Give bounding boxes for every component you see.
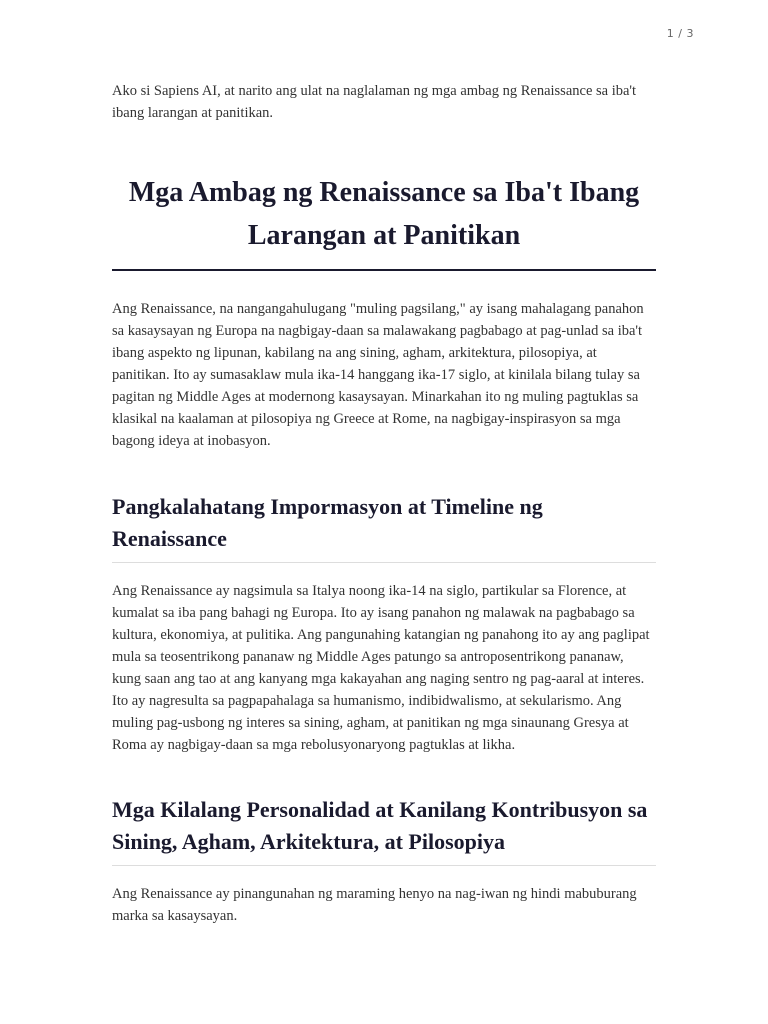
section-paragraph-timeline: Ang Renaissance ay nagsimula sa Italya noong ika-14 na siglo, partikular sa Florence, at kumalat sa iba pang bahagi ng Europa. Ito ay isang panahon ng malawak na pagbabago sa kultura, ekonomiya, at pulitika. Ang pangunahing katangian ng panahong ito ay ang paglipat mula sa teosentrikong pananaw ng Middle Ages patungo sa antroposentrikong pananaw, kung saan ang tao at ang kanyang mga kakayahan ang naging sentro ng pag-aaral at interes. Ito ay nagresulta sa pagpapahalaga sa humanismo, indibidwalismo, at sekularismo. Ang muling pag-usbong ng interes sa sining, agham, at panitikan ng mga sinaunang Gresya at Roma ay nagbigay-daan sa mga rebolusyonaryong pagtuklas at likha. — [112, 583, 650, 753]
intro-text: Ako si Sapiens AI, at narito ang ulat na naglalaman ng mga ambag ng Renaissance sa iba't ibang larangan at panitikan. — [112, 83, 637, 121]
intro-paragraph: Ang Renaissance, na nangangahulugang "muling pagsilang," ay isang mahalagang panahon sa kasaysayan ng Europa na nagbigay-daan sa malawakang pagbabago at pag-unlad sa iba't ibang aspekto ng lipunan, kabilang na ang sining, agham, arkitektura, pilosopiya, at panitikan. Ito ay sumasaklaw mula ika-14 hanggang ika-17 siglo, at kinilala bilang tulay sa pagitan ng Middle Ages at modernong kasaysayan. Minarkahan ito ng muling pagtuklas sa klasikal na kaalaman at pilosopiya ng Greece at Rome, na nagbigay-inspirasyon sa mga bagong ideya at inobasyon. — [112, 301, 644, 449]
page-number: 1 / 3 — [666, 27, 694, 40]
section-heading-personalities: Mga Kilalang Personalidad at Kanilang Kontribusyon sa Sining, Agham, Arkitektura, at Pilosopiya — [112, 794, 656, 866]
section-paragraph-personalities: Ang Renaissance ay pinangunahan ng maraming henyo na nag-iwan ng hindi mabuburang marka sa kasaysayan. — [112, 886, 637, 924]
section-heading-timeline: Pangkalahatang Impormasyon at Timeline ng Renaissance — [112, 491, 656, 563]
document-title: Mga Ambag ng Renaissance sa Iba't Ibang Larangan at Panitikan — [112, 171, 656, 271]
document-body — [112, 80, 656, 927]
